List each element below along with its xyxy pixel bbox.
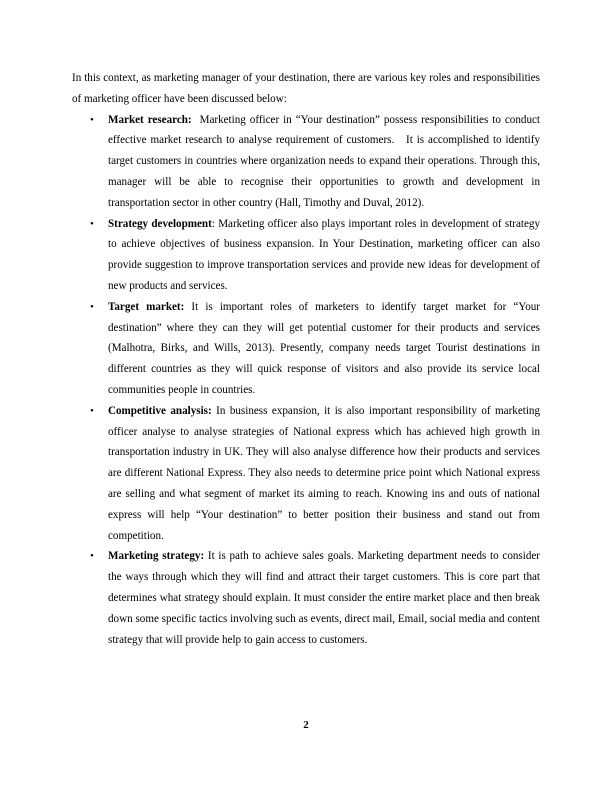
bullet-title: Marketing strategy: — [108, 550, 205, 563]
list-item-market-research — [72, 110, 543, 214]
document-page — [72, 68, 543, 650]
bullet-title: Target market: — [108, 300, 185, 313]
responsibilities-list — [72, 110, 543, 651]
list-item-strategy-development — [72, 214, 540, 297]
bullet-text: It is path to achieve sales goals. Marketing department needs to consider the ways through which they will find and attract their target customers. This is core part that determines what strategy should explain. It must consider the entire market place and then break down some specific tactics involving such as events, direct mail, Email, social media and content strategy that will provide help to gain access to customers. — [108, 550, 540, 646]
bullet-icon: • — [90, 113, 94, 126]
bullet-icon: • — [90, 300, 94, 313]
bullet-text: Marketing officer in “Your destination” possess responsibilities to conduct effective market research to analyse requirement of customers. It is accomplished to identify target customers in countries where organization needs to expand their operations. Through this, manager will be able to recognise their opportunities to growth and development in transportation sector in other country (Hall, Timothy and Duval, 2012). — [108, 113, 543, 209]
list-item-target-market — [72, 297, 540, 401]
bullet-title: Market research: — [108, 113, 192, 126]
bullet-text: : Marketing officer also plays important roles in development of strategy to achieve objectives of business expansion. In Your Destination, marketing officer can also provide suggestion to improve transportation services and provide new ideas for development of new products and services. — [108, 217, 540, 292]
bullet-text: It is important roles of marketers to identify target market for “Your destination” where they can they will get potential customer for their products and services (Malhotra, Birks, and Wills, 2013). Presently, company needs target Tourist destinations in different countries as they will quick response of visitors and also provide its service local communities people in countries. — [108, 300, 541, 396]
list-item-marketing-strategy — [72, 546, 540, 650]
page-number: 2 — [303, 719, 309, 731]
bullet-title: Competitive analysis: — [108, 404, 212, 417]
bullet-icon: • — [90, 404, 94, 417]
intro-paragraph: In this context, as marketing manager of your destination, there are various key roles and responsibilities of marketing officer have been discussed below: — [72, 72, 540, 105]
bullet-text: In business expansion, it is also important responsibility of marketing officer analyse to analyse strategies of National express which has achieved high growth in transportation industry in UK. They will also analyse difference how their products and services are different National Express. They also needs to determine price point which National express are selling and what segment of market its aiming to reach. Knowing ins and outs of national express will help “Your destination” to better position their business and stand out from competition. — [108, 404, 541, 542]
list-item-competitive-analysis — [72, 401, 540, 547]
bullet-title: Strategy development — [108, 217, 212, 230]
bullet-icon: • — [90, 550, 94, 563]
bullet-icon: • — [90, 217, 94, 230]
